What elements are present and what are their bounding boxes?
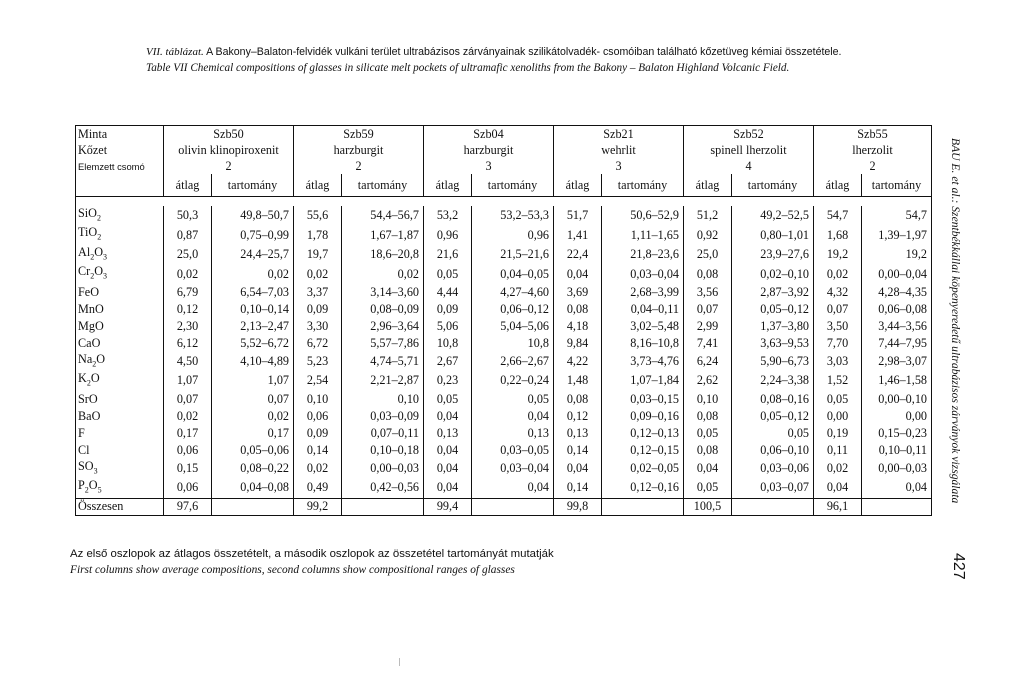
range-value: 21,8–23,6 bbox=[602, 245, 684, 264]
average-value: 25,0 bbox=[684, 245, 732, 264]
average-value: 0,09 bbox=[294, 301, 342, 318]
range-value: 50,6–52,9 bbox=[602, 206, 684, 225]
average-value: 4,50 bbox=[164, 352, 212, 371]
total-value: 96,1 bbox=[814, 498, 862, 515]
column-header-blank bbox=[76, 174, 164, 197]
average-value: 1,41 bbox=[554, 225, 602, 244]
range-value: 5,57–7,86 bbox=[342, 335, 424, 352]
oxide-label: Cl bbox=[78, 442, 90, 457]
range-value: 54,7 bbox=[862, 206, 932, 225]
range-value: 0,03–0,05 bbox=[472, 442, 554, 459]
range-value: 1,07–1,84 bbox=[602, 371, 684, 390]
average-value: 50,3 bbox=[164, 206, 212, 225]
range-value: 1,39–1,97 bbox=[862, 225, 932, 244]
analyzed-count: 2 bbox=[814, 158, 932, 174]
sub-header-avg: átlag bbox=[424, 174, 472, 197]
range-value: 49,2–52,5 bbox=[732, 206, 814, 225]
total-blank bbox=[732, 498, 814, 515]
average-value: 0,13 bbox=[554, 425, 602, 442]
average-value: 0,05 bbox=[424, 264, 472, 283]
rock-type: wehrlit bbox=[554, 142, 684, 158]
rock-type: spinell lherzolit bbox=[684, 142, 814, 158]
range-value: 0,03–0,09 bbox=[342, 408, 424, 425]
rock-type-row bbox=[76, 142, 932, 158]
average-value: 6,79 bbox=[164, 284, 212, 301]
range-value: 0,05 bbox=[472, 391, 554, 408]
oxide-label: FeO bbox=[78, 284, 100, 299]
average-value: 1,52 bbox=[814, 371, 862, 390]
table-row bbox=[76, 335, 932, 352]
range-value: 0,02–0,05 bbox=[602, 459, 684, 478]
average-value: 2,30 bbox=[164, 318, 212, 335]
range-value: 5,52–6,72 bbox=[212, 335, 294, 352]
average-value: 0,09 bbox=[424, 301, 472, 318]
average-value: 55,6 bbox=[294, 206, 342, 225]
average-value: 2,54 bbox=[294, 371, 342, 390]
average-value: 0,00 bbox=[814, 408, 862, 425]
average-value: 2,67 bbox=[424, 352, 472, 371]
total-value: 100,5 bbox=[684, 498, 732, 515]
range-value: 7,44–7,95 bbox=[862, 335, 932, 352]
range-value: 2,13–2,47 bbox=[212, 318, 294, 335]
average-value: 6,72 bbox=[294, 335, 342, 352]
table-row bbox=[76, 225, 932, 244]
range-value: 0,09–0,16 bbox=[602, 408, 684, 425]
page-number: 427 bbox=[950, 553, 967, 580]
range-value: 0,12–0,13 bbox=[602, 425, 684, 442]
average-value: 0,12 bbox=[164, 301, 212, 318]
range-value: 5,04–5,06 bbox=[472, 318, 554, 335]
sub-header-avg: átlag bbox=[294, 174, 342, 197]
average-value: 0,49 bbox=[294, 478, 342, 498]
range-value: 21,5–21,6 bbox=[472, 245, 554, 264]
table-row bbox=[76, 318, 932, 335]
average-value: 54,7 bbox=[814, 206, 862, 225]
average-value: 0,05 bbox=[424, 391, 472, 408]
average-value: 0,06 bbox=[164, 478, 212, 498]
oxide-label: $Na_2O$ bbox=[78, 351, 106, 369]
average-value: 0,07 bbox=[164, 391, 212, 408]
oxide-label: SrO bbox=[78, 391, 98, 406]
analyzed-count: 4 bbox=[684, 158, 814, 174]
range-value: 0,13 bbox=[472, 425, 554, 442]
range-value: 0,02 bbox=[212, 408, 294, 425]
average-value: 0,10 bbox=[294, 391, 342, 408]
table-row bbox=[76, 442, 932, 459]
range-value: 24,4–25,7 bbox=[212, 245, 294, 264]
range-value: 0,04 bbox=[472, 408, 554, 425]
range-value: 0,06–0,12 bbox=[472, 301, 554, 318]
range-value: 10,8 bbox=[472, 335, 554, 352]
total-blank bbox=[602, 498, 684, 515]
range-value: 2,87–3,92 bbox=[732, 284, 814, 301]
range-value: 3,44–3,56 bbox=[862, 318, 932, 335]
range-value: 5,90–6,73 bbox=[732, 352, 814, 371]
sub-header-avg: átlag bbox=[684, 174, 732, 197]
range-value: 0,02–0,10 bbox=[732, 264, 814, 283]
average-value: 0,08 bbox=[554, 301, 602, 318]
range-value: 8,16–10,8 bbox=[602, 335, 684, 352]
total-row bbox=[76, 498, 932, 515]
table-row bbox=[76, 301, 932, 318]
average-value: 0,04 bbox=[424, 478, 472, 498]
table-caption-label: VII. táblázat. bbox=[146, 46, 204, 58]
sample-name: Szb55 bbox=[814, 126, 932, 143]
sub-header-range: tartomány bbox=[342, 174, 424, 197]
range-value: 0,05–0,06 bbox=[212, 442, 294, 459]
sample-name: Szb59 bbox=[294, 126, 424, 143]
total-label: Összesen bbox=[76, 498, 164, 515]
average-value: 1,68 bbox=[814, 225, 862, 244]
average-value: 0,04 bbox=[684, 459, 732, 478]
scan-mark bbox=[399, 658, 400, 666]
range-value: 0,10–0,14 bbox=[212, 301, 294, 318]
average-value: 0,02 bbox=[814, 264, 862, 283]
range-value: 0,22–0,24 bbox=[472, 371, 554, 390]
average-value: 0,11 bbox=[814, 442, 862, 459]
average-value: 3,50 bbox=[814, 318, 862, 335]
range-value: 0,05–0,12 bbox=[732, 301, 814, 318]
range-value: 0,06–0,08 bbox=[862, 301, 932, 318]
footnote-en: First columns show average compositions, second columns show compositional ranges of glasses bbox=[70, 564, 515, 576]
range-value: 3,73–4,76 bbox=[602, 352, 684, 371]
range-value: 4,28–4,35 bbox=[862, 284, 932, 301]
range-value: 2,66–2,67 bbox=[472, 352, 554, 371]
sample-name: Szb50 bbox=[164, 126, 294, 143]
range-value: 0,03–0,15 bbox=[602, 391, 684, 408]
range-value: 18,6–20,8 bbox=[342, 245, 424, 264]
average-value: 0,07 bbox=[684, 301, 732, 318]
table-row bbox=[76, 206, 932, 225]
average-value: 0,14 bbox=[294, 442, 342, 459]
range-value: 1,11–1,65 bbox=[602, 225, 684, 244]
sub-header-avg: átlag bbox=[554, 174, 602, 197]
range-value: 0,03–0,07 bbox=[732, 478, 814, 498]
average-value: 3,30 bbox=[294, 318, 342, 335]
range-value: 0,03–0,04 bbox=[472, 459, 554, 478]
average-value: 0,04 bbox=[424, 408, 472, 425]
sub-header-range: tartomány bbox=[472, 174, 554, 197]
average-value: 0,05 bbox=[814, 391, 862, 408]
table-row bbox=[76, 425, 932, 442]
average-value: 0,05 bbox=[684, 478, 732, 498]
table-caption-en: Table VII Chemical compositions of glasses in silicate melt pockets of ultramafic xenoliths from the Bakony – Balaton Highland Volcanic Field. bbox=[146, 62, 790, 74]
average-value: 7,70 bbox=[814, 335, 862, 352]
average-value: 0,06 bbox=[294, 408, 342, 425]
average-value: 4,44 bbox=[424, 284, 472, 301]
spacer-cell bbox=[76, 197, 932, 207]
range-value: 0,07 bbox=[212, 391, 294, 408]
average-value: 7,41 bbox=[684, 335, 732, 352]
average-value: 5,23 bbox=[294, 352, 342, 371]
sub-header-avg: átlag bbox=[814, 174, 862, 197]
average-value: 53,2 bbox=[424, 206, 472, 225]
average-value: 51,2 bbox=[684, 206, 732, 225]
range-value: 23,9–27,6 bbox=[732, 245, 814, 264]
table-row bbox=[76, 245, 932, 264]
minta-label: Minta bbox=[78, 126, 108, 141]
range-value: 0,03–0,06 bbox=[732, 459, 814, 478]
range-value: 0,12–0,15 bbox=[602, 442, 684, 459]
table-caption-hu bbox=[146, 45, 926, 59]
range-value: 2,24–3,38 bbox=[732, 371, 814, 390]
csomo-label: Elemzett csomó bbox=[78, 160, 145, 172]
total-value: 97,6 bbox=[164, 498, 212, 515]
range-value: 0,10–0,18 bbox=[342, 442, 424, 459]
range-value: 0,00–0,03 bbox=[862, 459, 932, 478]
average-value: 51,7 bbox=[554, 206, 602, 225]
range-value: 0,10–0,11 bbox=[862, 442, 932, 459]
average-value: 0,08 bbox=[684, 408, 732, 425]
average-value: 0,04 bbox=[424, 442, 472, 459]
sample-name-row bbox=[76, 126, 932, 143]
table-caption-text: A Bakony–Balaton-felvidék vulkáni terület ultrabázisos zárványainak szilikátolvadék- csomóiban található kőzetüveg kémiai összetétele. bbox=[203, 46, 842, 58]
range-value: 2,96–3,64 bbox=[342, 318, 424, 335]
average-value: 25,0 bbox=[164, 245, 212, 264]
range-value: 2,98–3,07 bbox=[862, 352, 932, 371]
oxide-label: CaO bbox=[78, 335, 101, 350]
oxide-label: BaO bbox=[78, 408, 101, 423]
sub-header-range: tartomány bbox=[862, 174, 932, 197]
oxide-label: $SO_3$ bbox=[78, 458, 98, 476]
analyzed-count: 3 bbox=[554, 158, 684, 174]
kozet-label: Kőzet bbox=[78, 142, 108, 157]
average-value: 0,04 bbox=[814, 478, 862, 498]
table-row bbox=[76, 284, 932, 301]
average-value: 2,99 bbox=[684, 318, 732, 335]
oxide-label: $P_2O_5$ bbox=[78, 478, 102, 495]
range-value: 0,08–0,16 bbox=[732, 391, 814, 408]
range-value: 0,04–0,05 bbox=[472, 264, 554, 283]
range-value: 0,12–0,16 bbox=[602, 478, 684, 498]
average-value: 0,13 bbox=[424, 425, 472, 442]
analyzed-count: 2 bbox=[294, 158, 424, 174]
sample-name: Szb04 bbox=[424, 126, 554, 143]
rock-type: harzburgit bbox=[294, 142, 424, 158]
table-row bbox=[76, 459, 932, 478]
average-value: 1,48 bbox=[554, 371, 602, 390]
range-value: 0,02 bbox=[342, 264, 424, 283]
total-blank bbox=[862, 498, 932, 515]
range-value: 0,96 bbox=[472, 225, 554, 244]
range-value: 0,00–0,03 bbox=[342, 459, 424, 478]
range-value: 0,06–0,10 bbox=[732, 442, 814, 459]
average-value: 0,87 bbox=[164, 225, 212, 244]
range-value: 2,68–3,99 bbox=[602, 284, 684, 301]
average-value: 0,05 bbox=[684, 425, 732, 442]
table-row bbox=[76, 371, 932, 390]
average-value: 3,69 bbox=[554, 284, 602, 301]
average-value: 19,2 bbox=[814, 245, 862, 264]
rock-type: lherzolit bbox=[814, 142, 932, 158]
range-value: 4,10–4,89 bbox=[212, 352, 294, 371]
analyzed-count: 2 bbox=[164, 158, 294, 174]
range-value: 0,05–0,12 bbox=[732, 408, 814, 425]
sample-name: Szb52 bbox=[684, 126, 814, 143]
average-value: 0,15 bbox=[164, 459, 212, 478]
oxide-label: SiO$_2$ bbox=[78, 206, 101, 223]
range-value: 0,04 bbox=[862, 478, 932, 498]
range-value: 6,54–7,03 bbox=[212, 284, 294, 301]
table-row bbox=[76, 264, 932, 283]
range-value: 0,02 bbox=[212, 264, 294, 283]
range-value: 54,4–56,7 bbox=[342, 206, 424, 225]
range-value: 1,67–1,87 bbox=[342, 225, 424, 244]
average-value: 21,6 bbox=[424, 245, 472, 264]
rock-type: harzburgit bbox=[424, 142, 554, 158]
range-value: 3,02–5,48 bbox=[602, 318, 684, 335]
average-value: 0,08 bbox=[554, 391, 602, 408]
average-value: 6,12 bbox=[164, 335, 212, 352]
table-row bbox=[76, 478, 932, 498]
average-value: 3,56 bbox=[684, 284, 732, 301]
sub-header-range: tartomány bbox=[732, 174, 814, 197]
average-value: 0,02 bbox=[294, 459, 342, 478]
average-value: 10,8 bbox=[424, 335, 472, 352]
average-value: 0,23 bbox=[424, 371, 472, 390]
range-value: 1,07 bbox=[212, 371, 294, 390]
range-value: 0,00–0,10 bbox=[862, 391, 932, 408]
spacer-row bbox=[76, 197, 932, 207]
range-value: 53,2–53,3 bbox=[472, 206, 554, 225]
average-value: 0,08 bbox=[684, 264, 732, 283]
average-value: 0,12 bbox=[554, 408, 602, 425]
range-value: 1,46–1,58 bbox=[862, 371, 932, 390]
range-value: 2,21–2,87 bbox=[342, 371, 424, 390]
range-value: 0,42–0,56 bbox=[342, 478, 424, 498]
oxide-label: F bbox=[78, 425, 85, 440]
analyzed-count: 3 bbox=[424, 158, 554, 174]
column-header-row bbox=[76, 174, 932, 197]
average-value: 0,08 bbox=[684, 442, 732, 459]
count-row bbox=[76, 158, 932, 174]
oxide-label: $Al_2O_3$ bbox=[78, 244, 108, 262]
range-value: 19,2 bbox=[862, 245, 932, 264]
sub-header-range: tartomány bbox=[212, 174, 294, 197]
average-value: 0,10 bbox=[684, 391, 732, 408]
average-value: 0,09 bbox=[294, 425, 342, 442]
sub-header-avg: átlag bbox=[164, 174, 212, 197]
oxide-label: $Cr_2O_3$ bbox=[78, 264, 108, 281]
total-blank bbox=[212, 498, 294, 515]
table-row bbox=[76, 408, 932, 425]
total-value: 99,2 bbox=[294, 498, 342, 515]
range-value: 3,14–3,60 bbox=[342, 284, 424, 301]
composition-table bbox=[75, 125, 932, 516]
range-value: 0,80–1,01 bbox=[732, 225, 814, 244]
range-value: 4,27–4,60 bbox=[472, 284, 554, 301]
range-value: 0,03–0,04 bbox=[602, 264, 684, 283]
average-value: 0,96 bbox=[424, 225, 472, 244]
average-value: 0,02 bbox=[814, 459, 862, 478]
range-value: 0,00–0,04 bbox=[862, 264, 932, 283]
running-header: BAU E. et al.: Szentbékkállai köpenyeredetű ultrabázisos zárványok vizsgálata bbox=[949, 138, 962, 504]
range-value: 3,63–9,53 bbox=[732, 335, 814, 352]
average-value: 0,19 bbox=[814, 425, 862, 442]
range-value: 0,17 bbox=[212, 425, 294, 442]
sample-name: Szb21 bbox=[554, 126, 684, 143]
range-value: 1,37–3,80 bbox=[732, 318, 814, 335]
average-value: 1,07 bbox=[164, 371, 212, 390]
average-value: 5,06 bbox=[424, 318, 472, 335]
total-value: 99,4 bbox=[424, 498, 472, 515]
range-value: 0,07–0,11 bbox=[342, 425, 424, 442]
average-value: 3,37 bbox=[294, 284, 342, 301]
range-value: 0,75–0,99 bbox=[212, 225, 294, 244]
range-value: 0,05 bbox=[732, 425, 814, 442]
footnote-hu: Az első oszlopok az átlagos összetételt, a második oszlopok az összetétel tartományát mutatják bbox=[70, 548, 554, 560]
average-value: 0,92 bbox=[684, 225, 732, 244]
average-value: 0,04 bbox=[554, 264, 602, 283]
average-value: 0,04 bbox=[424, 459, 472, 478]
range-value: 0,04–0,08 bbox=[212, 478, 294, 498]
average-value: 2,62 bbox=[684, 371, 732, 390]
average-value: 0,06 bbox=[164, 442, 212, 459]
average-value: 0,14 bbox=[554, 442, 602, 459]
average-value: 0,14 bbox=[554, 478, 602, 498]
range-value: 0,00 bbox=[862, 408, 932, 425]
sub-header-range: tartomány bbox=[602, 174, 684, 197]
average-value: 0,02 bbox=[294, 264, 342, 283]
oxide-label: TiO$_2$ bbox=[78, 225, 102, 242]
range-value: 4,74–5,71 bbox=[342, 352, 424, 371]
average-value: 4,22 bbox=[554, 352, 602, 371]
average-value: 9,84 bbox=[554, 335, 602, 352]
range-value: 0,10 bbox=[342, 391, 424, 408]
table-row bbox=[76, 391, 932, 408]
average-value: 19,7 bbox=[294, 245, 342, 264]
range-value: 0,04–0,11 bbox=[602, 301, 684, 318]
oxide-label: MgO bbox=[78, 318, 104, 333]
table-row bbox=[76, 352, 932, 371]
range-value: 0,08–0,22 bbox=[212, 459, 294, 478]
range-value: 0,04 bbox=[472, 478, 554, 498]
total-value: 99,8 bbox=[554, 498, 602, 515]
average-value: 1,78 bbox=[294, 225, 342, 244]
average-value: 0,04 bbox=[554, 459, 602, 478]
average-value: 3,03 bbox=[814, 352, 862, 371]
range-value: 0,15–0,23 bbox=[862, 425, 932, 442]
range-value: 0,08–0,09 bbox=[342, 301, 424, 318]
average-value: 22,4 bbox=[554, 245, 602, 264]
total-blank bbox=[472, 498, 554, 515]
average-value: 0,17 bbox=[164, 425, 212, 442]
oxide-label: MnO bbox=[78, 301, 104, 316]
rock-type: olivin klinopiroxenit bbox=[164, 142, 294, 158]
average-value: 0,02 bbox=[164, 408, 212, 425]
average-value: 0,07 bbox=[814, 301, 862, 318]
range-value: 49,8–50,7 bbox=[212, 206, 294, 225]
total-blank bbox=[342, 498, 424, 515]
average-value: 4,18 bbox=[554, 318, 602, 335]
average-value: 4,32 bbox=[814, 284, 862, 301]
average-value: 6,24 bbox=[684, 352, 732, 371]
average-value: 0,02 bbox=[164, 264, 212, 283]
oxide-label: $K_2O$ bbox=[78, 371, 100, 388]
